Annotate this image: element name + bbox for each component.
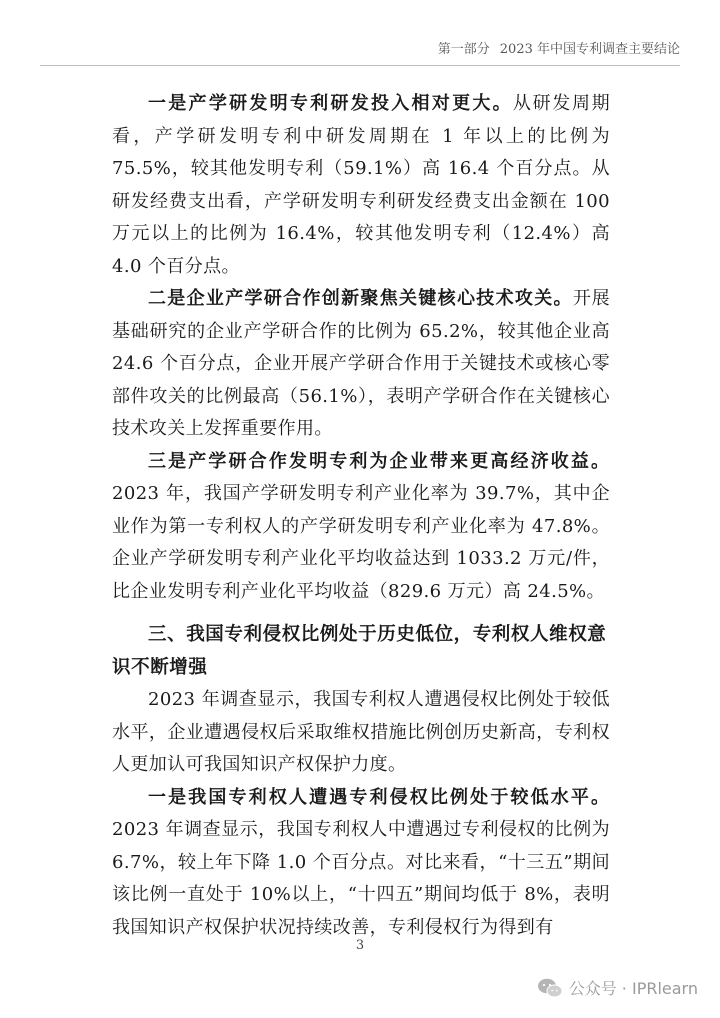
paragraph-text: 开展基础研究的企业产学研合作的比例为 65.2%，较其他企业高 24.6 个百分点，企业开展产学研合作用于关键技术或核心零部件攻关的比例最高（56.1%），表明产学研合作在关键核心技术攻关上发挥重要作用。 <box>112 288 610 439</box>
section-heading: 三、我国专利侵权比例处于历史低位，专利权人维权意识不断增强 <box>112 624 607 678</box>
paragraph-lead: 一是产学研发明专利研发投入相对更大。 <box>148 93 513 114</box>
page-number: 3 <box>355 938 365 953</box>
header-part: 第一部分 <box>437 42 490 57</box>
paragraph-lead: 三是产学研合作发明专利为企业带来更高经济收益。 <box>148 450 610 472</box>
running-header <box>40 38 680 66</box>
paragraph-text: 2023 年调查显示，我国专利权人遭遇侵权比例处于较低水平，企业遭遇侵权后采取维权措施比例创历史新高，专利权人更加认可我国知识产权保护力度。 <box>112 689 610 775</box>
paragraph-lead: 二是企业产学研合作创新聚焦关键核心技术攻关。 <box>148 288 573 309</box>
watermark <box>537 976 698 999</box>
paragraph-text: 2023 年调查显示，我国专利权人中遭遇过专利侵权的比例为 6.7%，较上年下降 1.0 个百分点。对比来看，“十三五”期间该比例一直处于 10%以上，“十四五”期间均低于 8%，表明我国知识产权保护状况持续改善，专利侵权行为得到有 <box>112 819 610 938</box>
paragraph-core-tech <box>112 283 610 446</box>
paragraph-lead: 一是我国专利权人遭遇专利侵权比例处于较低水平。 <box>148 786 610 808</box>
watermark-text: 公众号 · IPRlearn <box>568 979 698 998</box>
wechat-icon <box>537 977 563 999</box>
document-body <box>112 88 610 944</box>
paragraph-survey-summary <box>112 684 610 782</box>
paragraph-text: 从研发周期看，产学研发明专利中研发周期在 1 年以上的比例为 75.5%，较其他发明专利（59.1%）高 16.4 个百分点。从研发经费支出看，产学研发明专利研发经费支出金额在 100 万元以上的比例为 16.4%，较其他发明专利（12.4%）高 4.0 个百分点。 <box>112 93 611 277</box>
header-title: 2023 年中国专利调查主要结论 <box>499 42 680 57</box>
paragraph-economic-return <box>112 446 610 609</box>
paragraph-infringement-rate <box>112 782 610 945</box>
paragraph-text: 2023 年，我国产学研发明专利产业化率为 39.7%，其中企业作为第一专利权人的产学研发明专利产业化率为 47.8%。企业产学研发明专利产业化平均收益达到 1033.2 万元/件，比企业发明专利产业化平均收益（829.6 万元）高 24.5%。 <box>112 483 610 602</box>
paragraph-rd-investment <box>112 88 610 283</box>
